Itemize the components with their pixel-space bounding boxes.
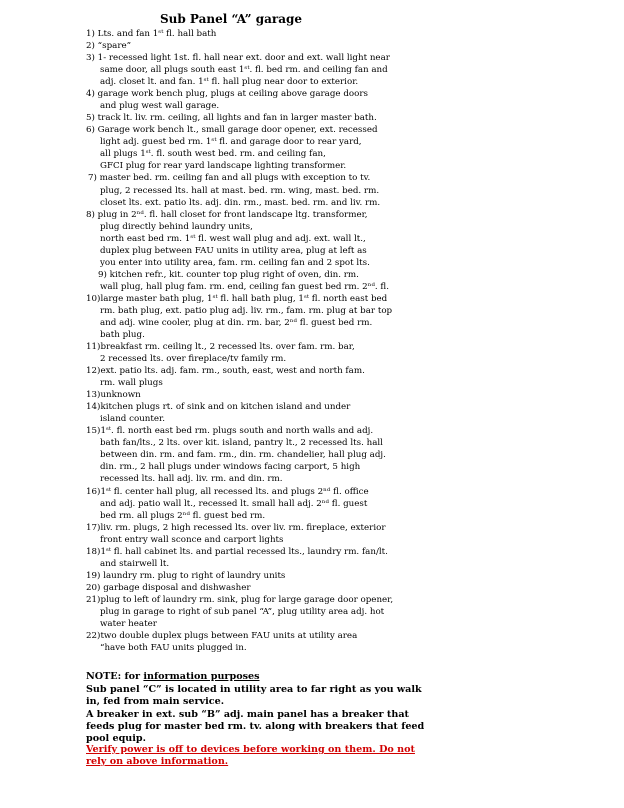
entry-line: 2 recessed lts. over fireplace/tv family rm. <box>100 354 287 365</box>
note-heading <box>86 671 260 683</box>
entry-line: light adj. guest bed rm. 1ˢᵗ fl. and garage door to rear yard, <box>100 137 362 148</box>
warning-line: Verify power is off to devices before working on them. Do not <box>86 744 415 755</box>
entry-line: bath fan/lts., 2 lts. over kit. island, pantry lt., 2 recessed lts. hall <box>100 438 383 449</box>
entry-line: 5) track lt. liv. rm. ceiling, all lights and fan in larger master bath. <box>86 113 377 124</box>
entry-line: plug directly behind laundry units, <box>100 221 253 232</box>
entry-line: plug, 2 recessed lts. hall at mast. bed. rm. wing, mast. bed. rm. <box>100 185 380 196</box>
note-line: A breaker in ext. sub “B” adj. main panel has a breaker that <box>86 708 409 720</box>
entry-line: and stairwell lt. <box>100 558 170 569</box>
entry-line: 6) Garage work bench lt., small garage door opener, ext. recessed <box>86 125 378 136</box>
entry-line: rm. bath plug, ext. patio plug adj. liv. rm., fam. rm. plug at bar top <box>100 305 393 316</box>
entry-line: water heater <box>100 618 157 629</box>
entry-line: between din. rm. and fam. rm., din. rm. chandelier, hall plug adj. <box>100 450 386 461</box>
entry-line: and adj. patio wall lt., recessed lt. small hall adj. 2ⁿᵈ fl. guest <box>100 498 368 509</box>
entry-line: 17)liv. rm. plugs, 2 high recessed lts. over liv. rm. fireplace, exterior <box>86 522 386 533</box>
entry-line: duplex plug between FAU units in utility area, plug at left as <box>100 245 367 256</box>
entry-line: 2) “spare” <box>86 41 132 52</box>
entry-line: “have both FAU units plugged in. <box>100 643 247 654</box>
entry-line: 1) Lts. and fan 1ˢᵗ fl. hall bath <box>86 29 217 39</box>
entry-line: closet lts. ext. patio lts. adj. din. rm., mast. bed. rm. and liv. rm. <box>100 197 381 208</box>
entry-line: same door, all plugs south east 1ˢᵗ. fl. bed rm. and ceiling fan and <box>100 65 388 76</box>
entry-line: you enter into utility area, fam. rm. ceiling fan and 2 spot lts. <box>100 257 370 268</box>
entry-line: 8) plug in 2ⁿᵈ. fl. hall closet for front landscape ltg. transformer, <box>86 209 368 220</box>
entry-line: and plug west wall garage. <box>100 101 220 112</box>
entry-line: bed rm. all plugs 2ⁿᵈ fl. guest bed rm. <box>100 510 266 521</box>
entry-line: 21)plug to left of laundry rm. sink, plug for large garage door opener, <box>86 594 394 605</box>
warning-line: rely on above information. <box>86 756 229 768</box>
entry-line: 11)breakfast rm. ceiling lt., 2 recessed lts. over fam. rm. bar, <box>86 342 355 353</box>
entry-line: 20) garbage disposal and dishwasher <box>86 582 251 593</box>
note-line: Sub panel “C” is located in utility area to far right as you walk <box>86 684 422 695</box>
entry-line: recessed lts. hall adj. liv. rm. and din. rm. <box>100 474 283 485</box>
entry-line: 7) master bed. rm. ceiling fan and all plugs with exception to tv. <box>88 173 371 184</box>
entry-line: 13)unknown <box>86 390 141 401</box>
entry-line: 4) garage work bench plug, plugs at ceiling above garage doors <box>86 89 368 100</box>
entry-line: 15)1ˢᵗ. fl. north east bed rm. plugs south and north walls and adj. <box>86 426 374 437</box>
entry-line: din. rm., 2 hall plugs under windows facing carport, 5 high <box>100 462 361 473</box>
entry-line: island counter. <box>100 414 165 425</box>
note-underlined: information purposes <box>143 671 260 682</box>
entry-line: front entry wall sconce and carport lights <box>100 534 284 545</box>
entry-line: 16)1ˢᵗ fl. center hall plug, all recessed lts. and plugs 2ⁿᵈ fl. office <box>86 486 369 497</box>
note-line: in, fed from main service. <box>86 696 225 708</box>
entry-line: 3) 1- recessed light 1st. fl. hall near ext. door and ext. wall light near <box>86 53 390 64</box>
entry-line: adj. closet lt. and fan. 1ˢᵗ fl. hall plug near door to exterior. <box>100 77 359 88</box>
entry-line: 12)ext. patio lts. adj. fam. rm., south, east, west and north fam. <box>86 366 365 377</box>
page-title: Sub Panel “A” garage <box>159 12 303 26</box>
entry-line: rm. wall plugs <box>100 378 163 389</box>
entry-line: 18)1ˢᵗ fl. hall cabinet lts. and partial recessed lts., laundry rm. fan/lt. <box>86 546 388 557</box>
note-line: feeds plug for master bed rm. tv. along with breakers that feed <box>86 720 425 732</box>
entry-line: 22)two double duplex plugs between FAU units at utility area <box>86 631 358 641</box>
entry-line: GFCI plug for rear yard landscape lighting transformer. <box>100 161 347 172</box>
entry-line: wall plug, hall plug fam. rm. end, ceiling fan guest bed rm. 2ⁿᵈ. fl. <box>100 281 389 292</box>
entry-line: plug in garage to right of sub panel “A”, plug utility area adj. hot <box>100 606 385 617</box>
entry-line: all plugs 1ˢᵗ. fl. south west bed. rm. and ceiling fan, <box>100 149 326 160</box>
entry-line: and adj. wine cooler, plug at din. rm. bar, 2ⁿᵈ fl. guest bed rm. <box>100 317 373 328</box>
entry-line: 9) kitchen refr., kit. counter top plug right of oven, din. rm. <box>98 269 359 280</box>
note-prefix: NOTE: for <box>86 671 144 682</box>
entry-line: north east bed rm. 1ˢᵗ fl. west wall plug and adj. ext. wall lt., <box>100 233 366 244</box>
entry-line: 19) laundry rm. plug to right of laundry units <box>86 570 286 581</box>
entry-line: 14)kitchen plugs rt. of sink and on kitchen island and under <box>86 402 351 413</box>
entry-line: bath plug. <box>100 330 145 340</box>
entry-line: 10)large master bath plug, 1ˢᵗ fl. hall bath plug, 1ˢᵗ fl. north east bed <box>86 293 388 304</box>
note-line: pool equip. <box>86 733 146 745</box>
